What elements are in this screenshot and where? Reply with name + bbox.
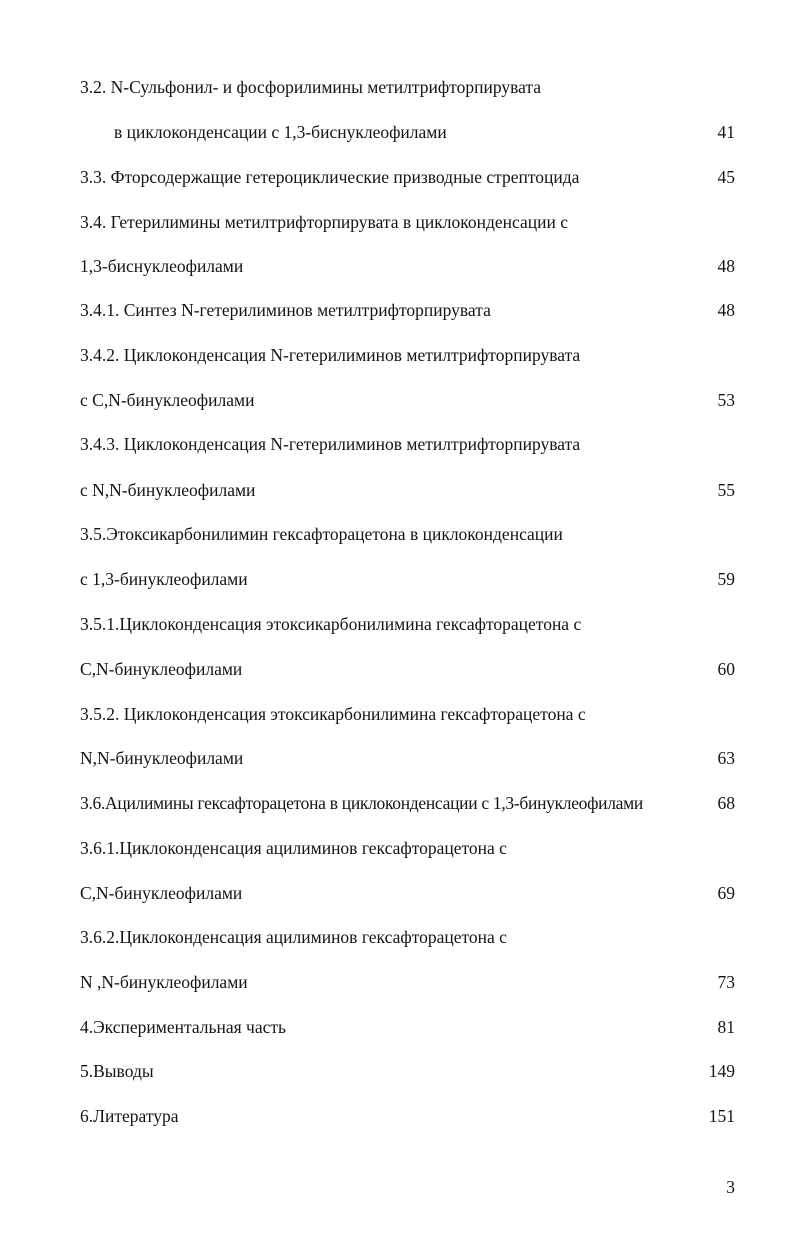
toc-page-number: 48 (717, 256, 735, 276)
toc-entry (114, 121, 447, 143)
toc-entry-text: 3.5.1.Циклоконденсация этоксикарбонилимина гексафторацетона с (80, 614, 582, 634)
toc-entry (80, 211, 568, 233)
toc-entry (80, 1016, 286, 1038)
toc-page-number: 48 (717, 300, 735, 320)
toc-page-number: 45 (717, 167, 735, 187)
toc-entry (80, 792, 643, 814)
toc-page-number: 60 (717, 659, 735, 679)
toc-entry-text: 3.2. N-Сульфонил- и фосфорилимины метилтрифторпирувата (80, 77, 542, 97)
toc-entry-text: 3.5.Этоксикарбонилимин гексафторацетона в циклоконденсации (80, 524, 563, 544)
toc-entry-text: в циклоконденсации с 1,3-биснуклеофилами (114, 122, 447, 142)
toc-page-number: 53 (717, 390, 735, 410)
toc-entry-text: с C,N-бинуклеофилами (80, 390, 255, 410)
toc-entry (80, 747, 243, 769)
toc-page-number: 73 (717, 972, 735, 992)
toc-page-number: 41 (717, 122, 735, 142)
toc-entry (80, 299, 491, 321)
toc-entry (80, 926, 507, 948)
toc-entry (80, 433, 580, 455)
toc-entry (80, 76, 541, 98)
toc-page-number: 69 (717, 883, 735, 903)
toc-entry-text: 1,3-биснуклеофилами (80, 256, 244, 276)
toc-entry-text: 3.4.2. Циклоконденсация N-гетерилиминов метилтрифторпирувата (80, 345, 581, 365)
toc-entry-text: с 1,3-бинуклеофилами (80, 569, 248, 589)
toc-page-number: 81 (717, 1017, 735, 1037)
toc-entry-text: 4.Экспериментальная часть (80, 1017, 286, 1037)
page-number: 3 (726, 1177, 735, 1197)
toc-entry-text: 3.4. Гетерилимины метилтрифторпирувата в циклоконденсации с (80, 212, 569, 232)
toc-entry (80, 1060, 154, 1082)
toc-entry (80, 568, 248, 590)
toc-page-number: 63 (717, 748, 735, 768)
toc-page-number: 151 (708, 1106, 735, 1126)
toc-entry (80, 479, 255, 501)
toc-entry-text: 6.Литература (80, 1106, 179, 1126)
toc-entry (80, 658, 242, 680)
toc-entry (80, 882, 242, 904)
toc-entry (80, 837, 507, 859)
toc-entry-text: 3.6.Ацилимины гексафторацетона в циклоконденсации с 1,3-бинуклеофилами (80, 793, 643, 813)
toc-entry-text: 5.Выводы (80, 1061, 154, 1081)
toc-page-number: 55 (717, 480, 735, 500)
toc-entry-text: 3.6.1.Циклоконденсация ацилиминов гексафторацетона с (80, 838, 507, 858)
toc-page-number: 59 (717, 569, 735, 589)
toc-entry (80, 1105, 179, 1127)
toc-entry-text: C,N-бинуклеофилами (80, 883, 243, 903)
toc-entry (80, 703, 586, 725)
toc-entry-text: C,N-бинуклеофилами (80, 659, 243, 679)
toc-entry-text: с N,N-бинуклеофилами (80, 480, 256, 500)
toc-page-number: 149 (708, 1061, 735, 1081)
toc-entry (80, 613, 581, 635)
toc-entry-text: 3.4.3. Циклоконденсация N-гетерилиминов метилтрифторпирувата (80, 434, 581, 454)
toc-entry-text: N,N-бинуклеофилами (80, 748, 244, 768)
toc-entry-text: N ,N-бинуклеофилами (80, 972, 248, 992)
toc-entry-text: 3.6.2.Циклоконденсация ацилиминов гексафторацетона с (80, 927, 507, 947)
toc-entry-text: 3.4.1. Синтез N-гетерилиминов метилтрифторпирувата (80, 300, 491, 320)
toc-entry (80, 255, 243, 277)
toc-entry-text: 3.3. Фторсодержащие гетероциклические призводные стрептоцида (80, 167, 580, 187)
toc-entry-text: 3.5.2. Циклоконденсация этоксикарбонилимина гексафторацетона с (80, 704, 586, 724)
toc-entry (80, 971, 248, 993)
toc-entry (80, 523, 563, 545)
toc-page-number: 68 (717, 793, 735, 813)
toc-entry (80, 166, 579, 188)
toc-entry (80, 389, 254, 411)
toc-entry (80, 344, 580, 366)
